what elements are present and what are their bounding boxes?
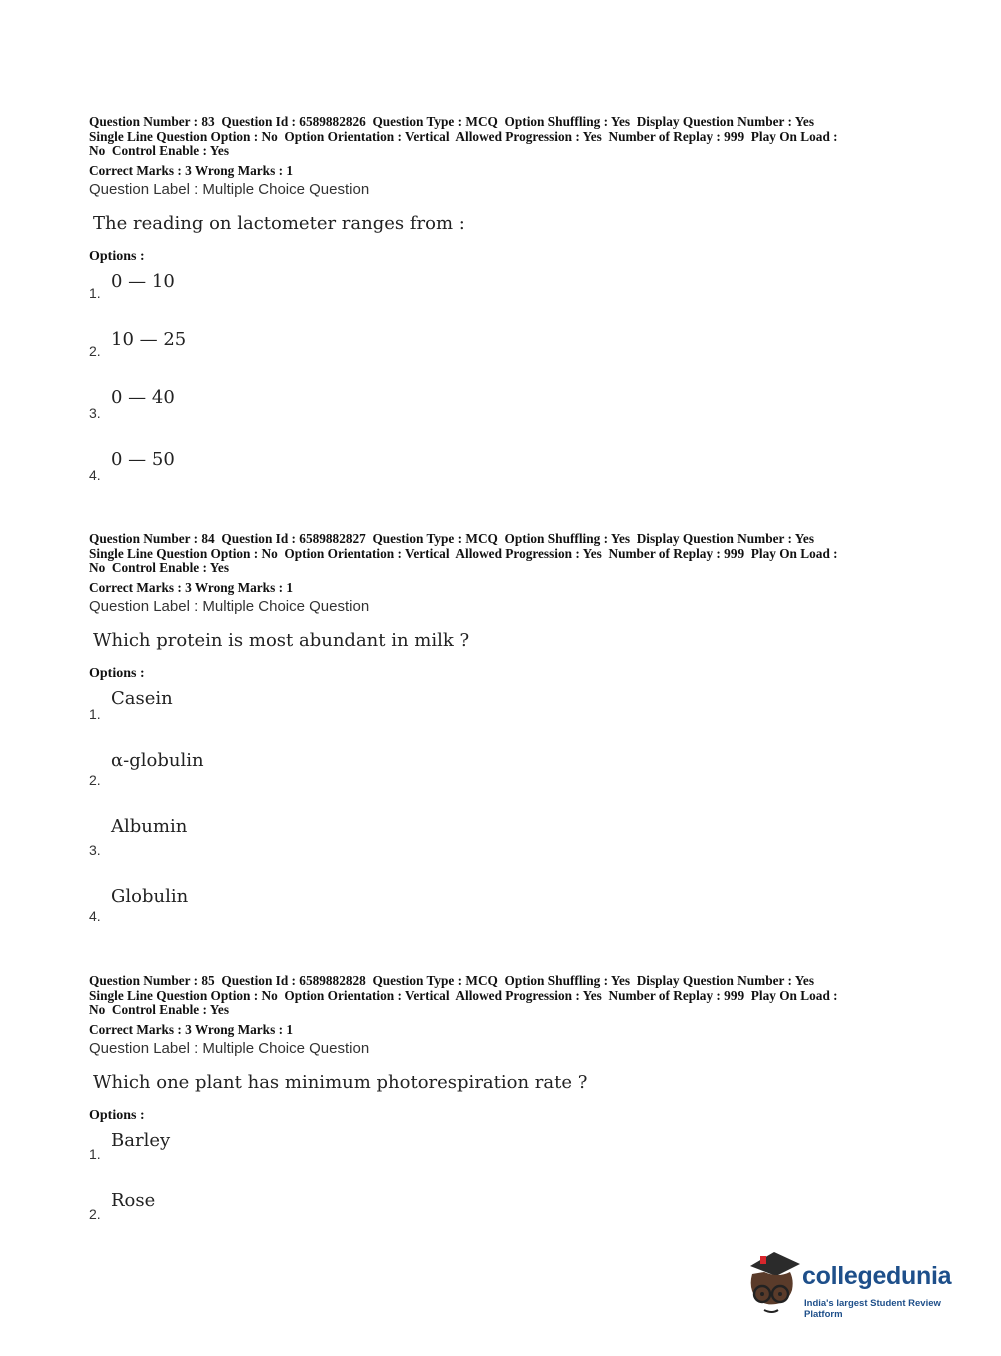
option-number: 4.	[89, 466, 101, 483]
question-block-84	[89, 532, 919, 946]
option-item[interactable]	[89, 880, 919, 946]
question-label: Question Label : Multiple Choice Question	[89, 180, 370, 198]
option-number: 2.	[89, 342, 101, 359]
logo-name: collegedunia	[802, 1262, 952, 1290]
meta-line: Question Number : 85 Question Id : 6589882828 Question Type : MCQ Option Shuffling : Yes Display Question Number : Yes	[89, 973, 814, 988]
options-heading: Options :	[89, 1107, 145, 1123]
option-item[interactable]	[89, 810, 919, 880]
option-number: 1.	[89, 1145, 101, 1162]
option-text: 10 — 25	[111, 328, 187, 350]
question-meta	[89, 115, 919, 159]
question-block-83	[89, 115, 919, 505]
meta-line: Question Number : 84 Question Id : 6589882827 Question Type : MCQ Option Shuffling : Yes Display Question Number : Yes	[89, 531, 814, 546]
question-block-85	[89, 974, 919, 1244]
options-heading: Options :	[89, 248, 145, 264]
marks-info: Correct Marks : 3 Wrong Marks : 1	[89, 1021, 293, 1037]
option-text: Albumin	[111, 815, 188, 837]
meta-line: Single Line Question Option : No Option Orientation : Vertical Allowed Progression : Yes Number of Replay : 999 Play On Load :	[89, 545, 838, 561]
question-meta	[89, 974, 919, 1018]
meta-line: No Control Enable : Yes	[89, 143, 229, 159]
option-number: 2.	[89, 771, 101, 788]
marks-info: Correct Marks : 3 Wrong Marks : 1	[89, 579, 293, 595]
option-item[interactable]	[89, 381, 919, 443]
option-item[interactable]	[89, 443, 919, 505]
option-number: 3.	[89, 404, 101, 421]
option-item[interactable]	[89, 682, 919, 744]
question-label: Question Label : Multiple Choice Question	[89, 597, 370, 615]
option-text: Casein	[111, 687, 173, 709]
options-heading: Options :	[89, 665, 145, 681]
option-text: 0 — 50	[111, 448, 175, 470]
option-number: 2.	[89, 1205, 101, 1222]
option-item[interactable]	[89, 1124, 919, 1184]
option-text: 0 — 10	[111, 270, 175, 292]
logo-tagline: India's largest Student Review Platform	[804, 1298, 941, 1320]
option-item[interactable]	[89, 265, 919, 323]
question-text: The reading on lactometer ranges from :	[93, 212, 465, 234]
option-item[interactable]	[89, 744, 919, 810]
option-text: 0 — 40	[111, 386, 175, 408]
question-label: Question Label : Multiple Choice Question	[89, 1039, 370, 1057]
option-text: Rose	[111, 1189, 156, 1211]
option-number: 4.	[89, 907, 101, 924]
meta-line: No Control Enable : Yes	[89, 1002, 229, 1018]
option-text: Barley	[111, 1129, 171, 1151]
option-number: 3.	[89, 841, 101, 858]
question-meta	[89, 532, 919, 576]
meta-line: Single Line Question Option : No Option Orientation : Vertical Allowed Progression : Yes Number of Replay : 999 Play On Load :	[89, 128, 838, 144]
mascot-icon	[742, 1248, 804, 1320]
option-number: 1.	[89, 705, 101, 722]
option-number: 1.	[89, 284, 101, 301]
collegedunia-logo[interactable]	[742, 1248, 972, 1328]
meta-line: No Control Enable : Yes	[89, 560, 229, 576]
question-text: Which one plant has minimum photorespiration rate ?	[93, 1071, 588, 1093]
meta-line: Question Number : 83 Question Id : 6589882826 Question Type : MCQ Option Shuffling : Yes Display Question Number : Yes	[89, 114, 814, 129]
option-item[interactable]	[89, 1184, 919, 1244]
option-text: Globulin	[111, 885, 189, 907]
marks-info: Correct Marks : 3 Wrong Marks : 1	[89, 162, 293, 178]
question-text: Which protein is most abundant in milk ?	[93, 629, 470, 651]
meta-line: Single Line Question Option : No Option Orientation : Vertical Allowed Progression : Yes Number of Replay : 999 Play On Load :	[89, 987, 838, 1003]
option-item[interactable]	[89, 323, 919, 381]
option-text: α-globulin	[111, 749, 204, 771]
